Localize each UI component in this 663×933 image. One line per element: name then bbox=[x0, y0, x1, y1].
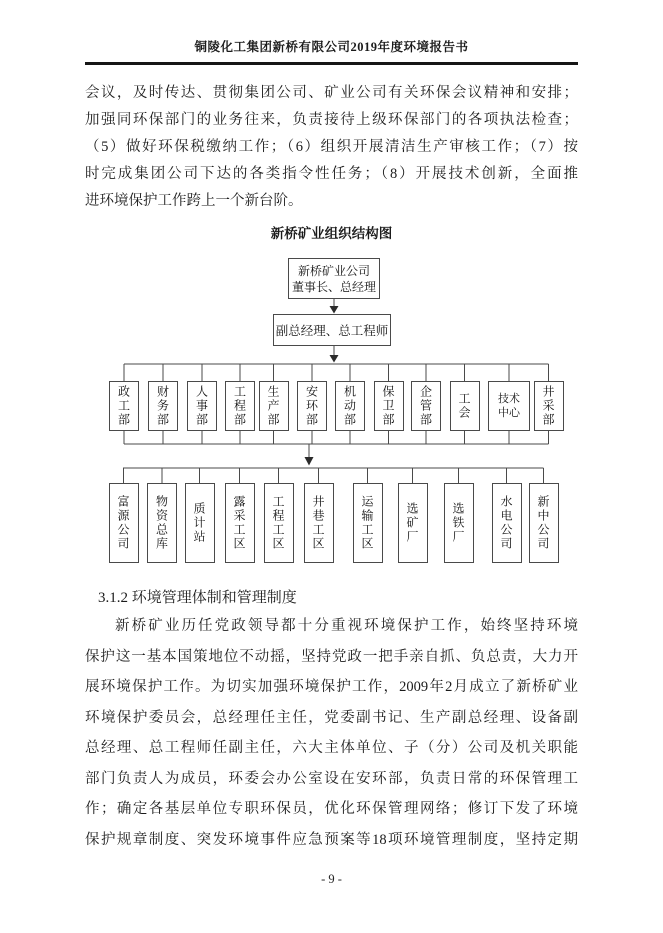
org-box-chairman bbox=[288, 258, 380, 299]
org-chart-title: 新桥矿业组织结构图 bbox=[270, 226, 393, 241]
section-heading: 3.1.2 环境管理体制和管理制度 bbox=[98, 590, 297, 606]
paragraph-line: 进环境保护工作跨上一个新台阶。 bbox=[85, 193, 303, 209]
org-dept-label: 企管部 bbox=[418, 385, 433, 427]
org-unit-label: 物资总库 bbox=[154, 495, 169, 551]
page-footer bbox=[0, 872, 663, 887]
org-unit-box bbox=[304, 483, 334, 563]
body-paragraph bbox=[85, 611, 578, 855]
org-dept-label: 安环部 bbox=[304, 385, 319, 427]
org-dept-label: 保卫部 bbox=[381, 385, 395, 427]
org-box-chairman-line1: 新桥矿业公司 bbox=[297, 263, 370, 278]
org-dept-box bbox=[148, 381, 178, 431]
paragraph-line: 时完成集团公司下达的各类指令性任务；（8）开展技术创新，全面推 bbox=[85, 166, 578, 182]
org-unit-label: 露采工区 bbox=[232, 495, 246, 551]
paragraph-line: 保护规章制度、突发环境事件应急预案等18项环境管理制度，坚持定期 bbox=[85, 831, 578, 848]
page-number: - 9 - bbox=[321, 872, 342, 886]
report-title: 铜陵化工集团新桥有限公司2019年度环境报告书 bbox=[194, 40, 469, 54]
paragraph-line: 总经理、总工程师任副主任，六大主体单位、子（分）公司及机关职能 bbox=[85, 740, 578, 756]
org-unit-box bbox=[353, 483, 383, 563]
org-dept-label: 技术中心 bbox=[498, 393, 520, 419]
org-box-deputy bbox=[273, 314, 391, 346]
org-dept-box bbox=[534, 381, 564, 431]
org-dept-label: 财务部 bbox=[155, 385, 170, 427]
org-dept-box bbox=[488, 381, 530, 431]
org-unit-label: 运输工区 bbox=[360, 495, 374, 551]
org-unit-label: 选矿厂 bbox=[405, 502, 419, 544]
org-dept-box bbox=[450, 381, 480, 431]
org-unit-box bbox=[225, 483, 255, 563]
org-dept-box bbox=[374, 381, 404, 431]
org-dept-label: 生产部 bbox=[266, 385, 280, 427]
paragraph-line: 作；确定各基层单位专职环保员，优化环保管理网络；修订下发了环境 bbox=[85, 801, 578, 817]
org-chart bbox=[85, 246, 578, 576]
org-unit-box bbox=[264, 483, 294, 563]
org-unit-box bbox=[109, 483, 139, 563]
org-unit-label: 工程工区 bbox=[271, 495, 285, 551]
org-dept-box bbox=[259, 381, 289, 431]
org-dept-label: 政工部 bbox=[116, 385, 131, 427]
org-dept-box bbox=[225, 381, 255, 431]
org-dept-box bbox=[335, 381, 365, 431]
org-dept-box bbox=[109, 381, 139, 431]
page-header bbox=[85, 0, 578, 65]
paragraph-line: 新桥矿业历任党政领导都十分重视环境保护工作，始终坚持环境 bbox=[115, 618, 578, 634]
org-unit-box bbox=[444, 483, 474, 563]
org-unit-box bbox=[185, 483, 215, 563]
org-dept-label: 工程部 bbox=[232, 385, 247, 427]
paragraph-line: 保护这一基本国策地位不动摇，坚持党政一把手亲自抓、负总责，大力开 bbox=[85, 648, 578, 665]
org-unit-label: 选铁厂 bbox=[451, 502, 465, 544]
paragraph-line: 部门负责人为成员，环委会办公室设在安环部，负责日常的环保管理工 bbox=[85, 770, 578, 787]
org-unit-label: 富源公司 bbox=[116, 495, 130, 551]
org-unit-box bbox=[147, 483, 177, 563]
org-unit-label: 质计站 bbox=[192, 502, 206, 544]
org-unit-box bbox=[398, 483, 428, 563]
paragraph-line: 展环境保护工作。为切实加强环境保护工作，2009年2月成立了新桥矿业 bbox=[85, 679, 578, 695]
paragraph-continuation bbox=[85, 80, 578, 215]
org-box-chairman-line2: 董事长、总经理 bbox=[291, 279, 376, 294]
paragraph-line: （5）做好环保税缴纳工作；（6）组织开展清洁生产审核工作；（7）按 bbox=[85, 139, 578, 155]
org-unit-label: 井巷工区 bbox=[311, 495, 325, 551]
org-dept-box bbox=[411, 381, 441, 431]
org-unit-label: 水电公司 bbox=[499, 495, 513, 551]
org-dept-label: 人事部 bbox=[194, 385, 209, 427]
org-unit-label: 新中公司 bbox=[536, 495, 550, 551]
org-dept-box bbox=[297, 381, 327, 431]
org-dept-label: 井采部 bbox=[541, 385, 555, 427]
paragraph-line: 环境保护委员会，总经理任主任，党委副书记、生产副总经理、设备副 bbox=[85, 709, 578, 726]
paragraph-line: 会议，及时传达、贯彻集团公司、矿业公司有关环保会议精神和安排； bbox=[85, 85, 578, 101]
org-box-deputy-label: 副总经理、总工程师 bbox=[275, 324, 389, 338]
org-unit-box bbox=[492, 483, 522, 563]
org-unit-box bbox=[529, 483, 559, 563]
org-dept-box bbox=[187, 381, 217, 431]
org-dept-label: 工会 bbox=[457, 392, 471, 420]
org-dept-label: 机动部 bbox=[342, 385, 357, 427]
paragraph-line: 加强同环保部门的业务往来，负责接待上级环保部门的各项执法检查； bbox=[85, 112, 578, 128]
